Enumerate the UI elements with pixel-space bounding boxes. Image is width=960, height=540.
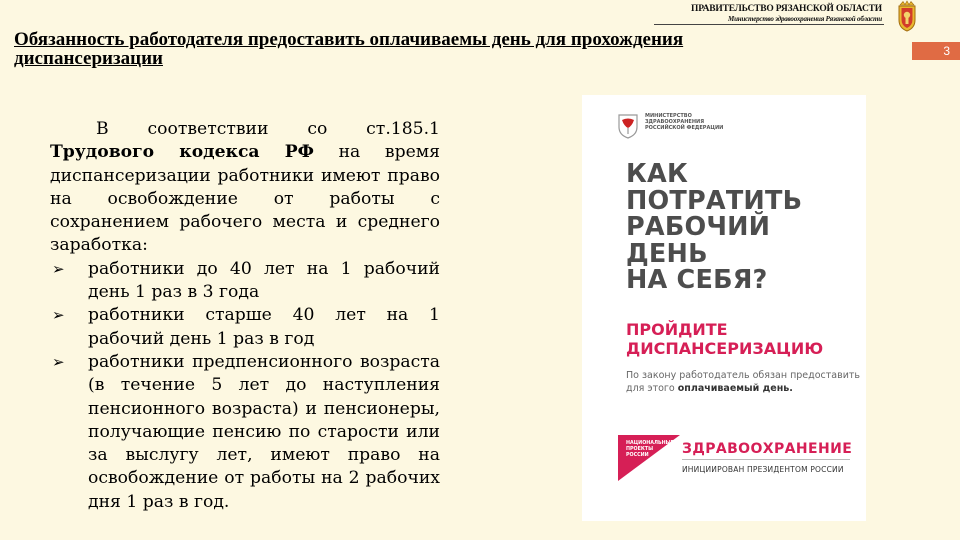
initiated-by: ИНИЦИИРОВАН ПРЕЗИДЕНТОМ РОССИИ (682, 465, 844, 474)
dispanserization-poster (582, 95, 866, 521)
list-item (50, 351, 440, 514)
list-item-text: работники старше 40 лет на 1 рабочий день 1 раз в год (88, 305, 440, 349)
arrow-bullet-icon: ➢ (52, 352, 65, 371)
intro-paragraph (50, 118, 440, 258)
intro-suffix: на время диспансеризации работники имеют право на освобождение от работы с сохранением рабочего места и среднего заработка: (50, 142, 440, 256)
list-item (50, 304, 440, 351)
ministry-logo-text: МИНИСТЕРСТВО ЗДРАВООХРАНЕНИЯ РОССИЙСКОЙ ФЕДЕРАЦИИ (645, 113, 724, 131)
poster-note (626, 370, 866, 395)
coat-of-arms-icon (890, 0, 924, 34)
poster-note-bold: оплачиваемый день. (677, 382, 793, 394)
arrow-bullet-icon: ➢ (52, 306, 65, 325)
header-divider (654, 24, 884, 25)
header (691, 4, 882, 23)
main-text (50, 118, 440, 514)
page-number-badge: 3 (912, 42, 960, 60)
eligibility-list (50, 258, 440, 514)
ministry-name: Министерство здравоохранения Рязанской области (728, 15, 882, 23)
list-item-text: работники до 40 лет на 1 рабочий день 1 раз в 3 года (88, 258, 440, 303)
poster-subheadline: ПРОЙДИТЕ ДИСПАНСЕРИЗАЦИЮ (626, 320, 824, 358)
ministry-emblem-icon (616, 112, 640, 140)
project-name: ЗДРАВООХРАНЕНИЕ (682, 441, 853, 457)
intro-prefix: В соответствии со ст.185.1 (96, 119, 440, 139)
list-item-text: работники предпенсионного возраста (в течение 5 лет до наступления пенсионного возраста) и пенсионеры, получающие пенсию по старости или за выслугу лет, имеют право на освобождение от работы на 2 рабочих дня 1 раз в год. (88, 351, 440, 512)
national-projects-label: НАЦИОНАЛЬНЫЕ ПРОЕКТЫ РОССИИ (626, 441, 674, 458)
law-reference: Трудового кодекса РФ (50, 142, 314, 163)
government-name: ПРАВИТЕЛЬСТВО РЯЗАНСКОЙ ОБЛАСТИ (691, 4, 882, 14)
list-item (50, 258, 440, 305)
arrow-bullet-icon: ➢ (52, 259, 65, 278)
poster-note-text: По закону работодатель обязан предоставить для этого (626, 370, 861, 394)
slide-title: Обязанность работодателя предоставить оплачиваемы день для прохождения диспансеризации (14, 29, 684, 69)
poster-divider (682, 459, 850, 460)
poster-headline: КАК ПОТРАТИТЬ РАБОЧИЙ ДЕНЬ НА СЕБЯ? (626, 159, 803, 295)
